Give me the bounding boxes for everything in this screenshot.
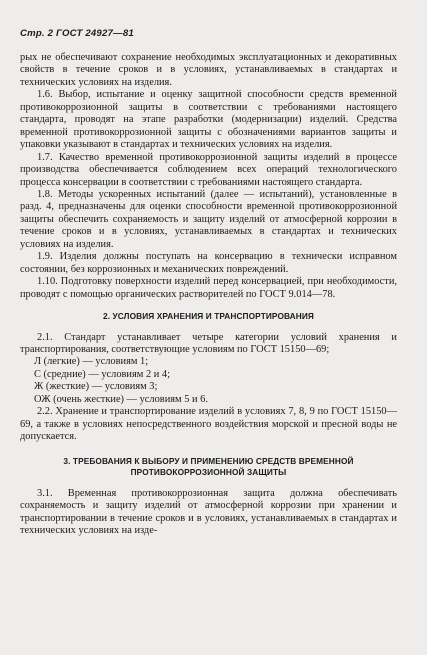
section-3-heading-line-2: ПРОТИВОКОРРОЗИОННОЙ ЗАЩИТЫ [130,467,287,478]
paragraph-2-2: 2.2. Хранение и транспортирование изделий в условиях 7, 8, 9 по ГОСТ 15150—69, а также в условиях непосредственного воздействия морской и пресной воды не допускается. [20,406,397,443]
category-item-zh: Ж (жесткие) — условиям 3; [34,381,158,393]
paragraph-3-1: 3.1. Временная противокоррозионная защита должна обеспечивать сохраняемость и защиту изделий от атмосферной коррозии при хранении и транспортировании в течение сроков и в условиях, устанавливаемых в стандартах и технических условиях на изде- [20,487,397,536]
page-header: Стр. 2 ГОСТ 24927—81 [20,28,134,39]
paragraph-2-1: 2.1. Стандарт устанавливает четыре категории условий хранения и транспортирования, соответствующие условиям по ГОСТ 15150—69; [20,331,397,356]
section-3-heading [20,456,397,479]
paragraph-1-9: 1.9. Изделия должны поступать на консервацию в технически исправном состоянии, без коррозионных и механических повреждений. [20,251,397,275]
paragraph-1-10: 1.10. Подготовку поверхности изделий перед консервацией, при необходимости, проводят с помощью органических растворителей по ГОСТ 9.014—78. [20,276,397,300]
paragraph-1-6: 1.6. Выбор, испытание и оценку защитной способности средств временной противокоррозионной защиты в соответствии с требованиями настоящего стандарта, проводят на этапе разработки (модернизации) изделий. Средства временной противокоррозионной защиты с обозначениями вариантов защиты и упаковки указывают в стандартах и технических условиях на изделия. [20,89,397,151]
page-body [20,52,397,537]
paragraph-continuation: рых не обеспечивают сохранение необходимых эксплуатационных и декоративных свойств в течение сроков и в условиях, устанавливаемых в стандартах и технических условиях на изделия. [20,52,397,88]
section-3-heading-line-1: 3. ТРЕБОВАНИЯ К ВЫБОРУ И ПРИМЕНЕНИЮ СРЕДСТВ ВРЕМЕННОЙ [63,455,354,466]
paragraph-1-8: 1.8. Методы ускоренных испытаний (далее — испытаний), установленные в разд. 4, предназначены для оценки способности временной противокоррозионной защиты обеспечить сохраняемость и защиту изделий от атмосферной коррозии в течение сроков и в условиях, устанавливаемых в стандартах и технических условиях на изделия. [20,188,397,250]
category-item-s: С (средние) — условиям 2 и 4; [34,368,170,380]
paragraph-1-7: 1.7. Качество временной противокоррозионной защиты изделий в процессе производства обеспечивается соблюдением всех операций технологического процесса консервации в соответствии с требованиями настоящего стандарта. [20,151,397,188]
category-item-ozh: ОЖ (очень жесткие) — условиям 5 и 6. [34,393,208,405]
category-item-l: Л (легкие) — условиям 1; [34,356,149,368]
section-2-heading: 2. УСЛОВИЯ ХРАНЕНИЯ И ТРАНСПОРТИРОВАНИЯ [102,311,314,322]
